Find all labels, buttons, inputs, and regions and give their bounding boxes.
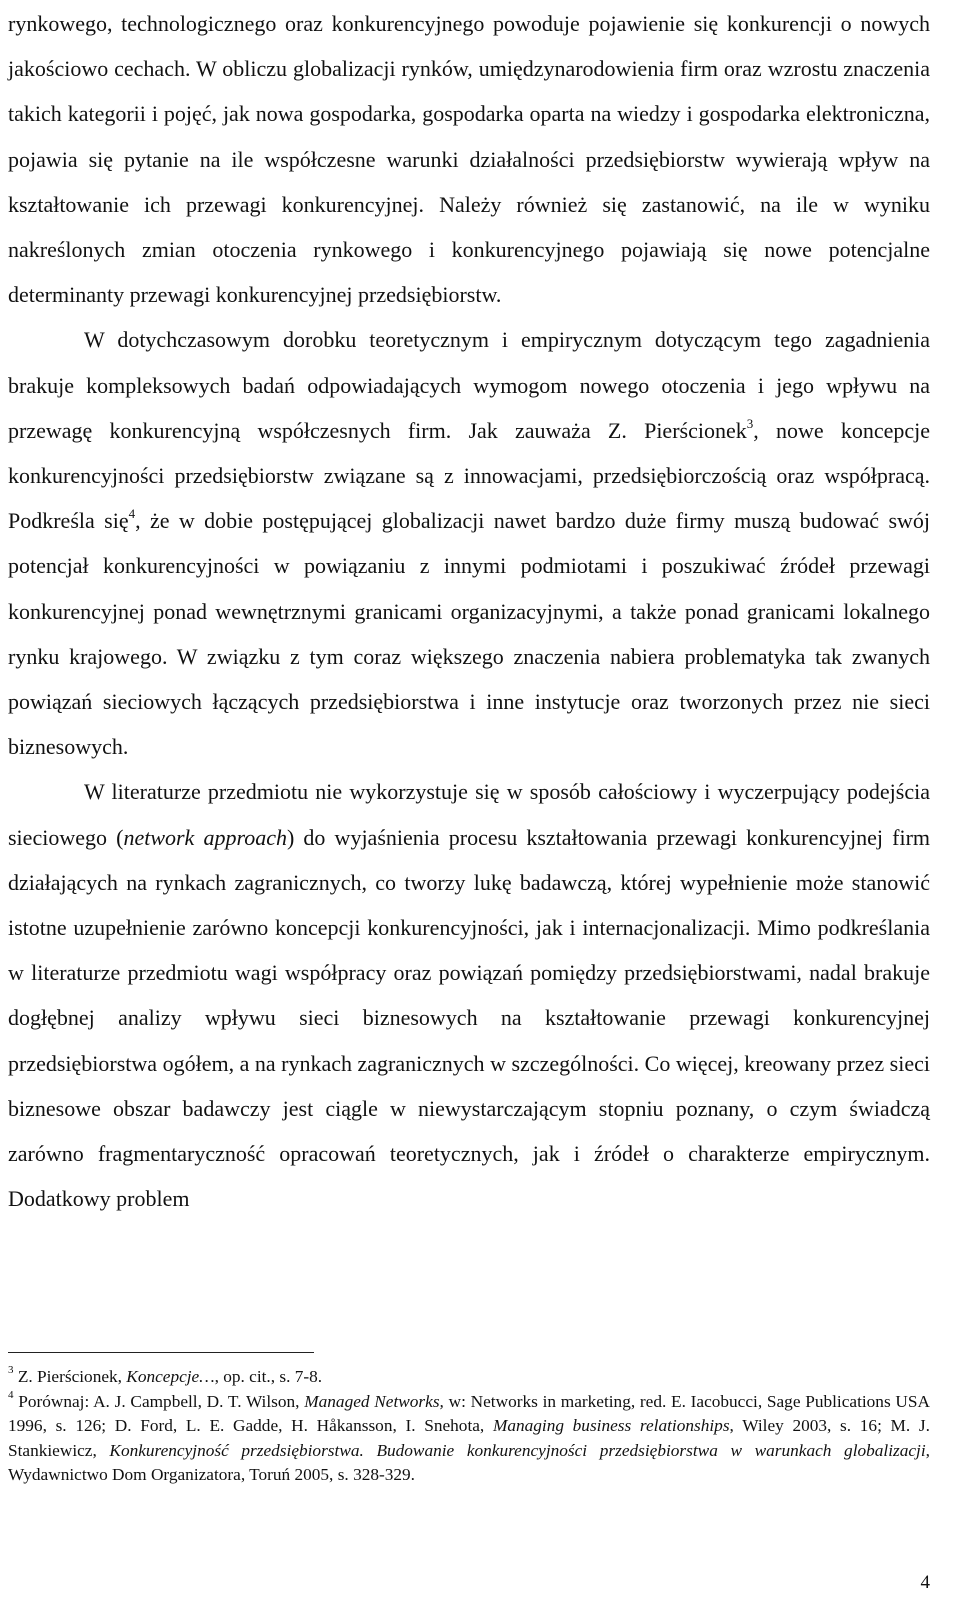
- paragraph: [8, 769, 930, 1221]
- paragraph: [8, 317, 930, 769]
- italic-text: Managing business relationships: [492, 1416, 730, 1435]
- text-run: , nowe koncepcje konkurencyjności przedsiębiorstw związane są z innowacjami, przedsiębiorczością oraz współpracą. Podkreśla się: [8, 417, 930, 534]
- body-text: [8, 0, 930, 1221]
- text-run: , op. cit., s. 7-8.: [214, 1367, 323, 1386]
- footnote: [8, 1365, 930, 1390]
- text-run: , Wiley 2003, s. 16; M. J. Stankiewicz,: [8, 1416, 930, 1460]
- italic-text: Koncepcje…: [126, 1367, 215, 1386]
- text-run: , że w dobie postępującej globalizacji nawet bardzo duże firmy muszą budować swój potencjał konkurencyjności w powiązaniu z innymi podmiotami i poszukiwać źródeł przewagi konkurencyjnej ponad wewnętrznymi granicami organizacyjnymi, a także ponad granicami lokalnego rynku krajowego. W związku z tym coraz większego znaczenia nabiera problematyka tak zwanych powiązań sieciowych łączących przedsiębiorstwa i inne instytucje oraz tworzonych przez nie sieci biznesowych.: [8, 508, 931, 760]
- text-run: rynkowego, technologicznego oraz konkurencyjnego powoduje pojawienie się konkurencji o nowych jakościowo cechach. W obliczu globalizacji rynków, umiędzynarodowienia firm oraz wzrostu znaczenia takich kategorii i pojęć, jak nowa gospodarka, gospodarka oparta na wiedzy i gospodarka elektroniczna, pojawia się pytanie na ile współczesne warunki działalności przedsiębiorstw wywierają wpływ na kształtowanie ich przewagi konkurencyjnej. Należy również się zastanowić, na ile w wyniku nakreślonych zmian otoczenia rynkowego i konkurencyjnego pojawiają się nowe potencjalne determinanty przewagi konkurencyjnej przedsiębiorstw.: [8, 11, 930, 308]
- page-number: 4: [920, 1572, 930, 1593]
- text-run: W dotychczasowym dorobku teoretycznym i empirycznym dotyczącym tego zagadnienia brakuje kompleksowych badań odpowiadających wymogom nowego otoczenia i jego wpływu na przewagę konkurencyjną współczesnych firm. Jak zauważa Z. Pierścionek: [8, 327, 930, 443]
- text-run: W literaturze przedmiotu nie wykorzystuje się w sposób całościowy i wyczerpujący podejścia sieciowego (: [8, 779, 930, 850]
- footnotes: [8, 1365, 930, 1488]
- italic-text: Konkurencyjność przedsiębiorstwa. Budowanie konkurencyjności przedsiębiorstwa w warunkach globalizacji: [109, 1440, 926, 1460]
- footnote: [8, 1390, 930, 1488]
- text-run: w: Networks in marketing, red. E. Iacobucci, Sage Publications USA 1996, s. 126; D. Ford, L. E. Gadde, H. Håkansson, I. Snehota,: [8, 1391, 930, 1435]
- italic-text: Managed Networks,: [304, 1391, 444, 1411]
- document-page: [8, 0, 930, 1221]
- paragraph: [8, 1, 930, 317]
- text-run: Porównaj: A. J. Campbell, D. T. Wilson,: [13, 1391, 305, 1411]
- footnote-number: 4: [8, 1388, 14, 1401]
- footnote-reference: 3: [746, 415, 754, 431]
- footnote-separator: [8, 1352, 314, 1353]
- italic-text: network approach: [123, 824, 287, 850]
- text-run: Z. Pierścionek,: [13, 1367, 127, 1386]
- footnote-number: 3: [8, 1364, 14, 1377]
- footnote-reference: 4: [128, 505, 136, 521]
- text-run: ) do wyjaśnienia procesu kształtowania przewagi konkurencyjnej firm działających na rynkach zagranicznych, co tworzy lukę badawczą, której wypełnienie może stanowić istotne uzupełnienie zarówno koncepcji konkurencyjności, jak i internacjonalizacji. Mimo podkreślania w literaturze przedmiotu wagi współpracy oraz powiązań pomiędzy przedsiębiorstwami, nadal brakuje dogłębnej analizy wpływu sieci biznesowych na kształtowanie przewagi konkurencyjnej przedsiębiorstwa ogółem, a na rynkach zagranicznych w szczególności. Co więcej, kreowany przez sieci biznesowe obszar badawczy jest ciągle w niewystarczającym stopniu poznany, o czym świadczą zarówno fragmentaryczność opracowań teoretycznych, jak i źródeł o charakterze empirycznym. Dodatkowy problem: [8, 824, 931, 1212]
- text-run: , Wydawnictwo Dom Organizatora, Toruń 2005, s. 328-329.: [8, 1440, 930, 1484]
